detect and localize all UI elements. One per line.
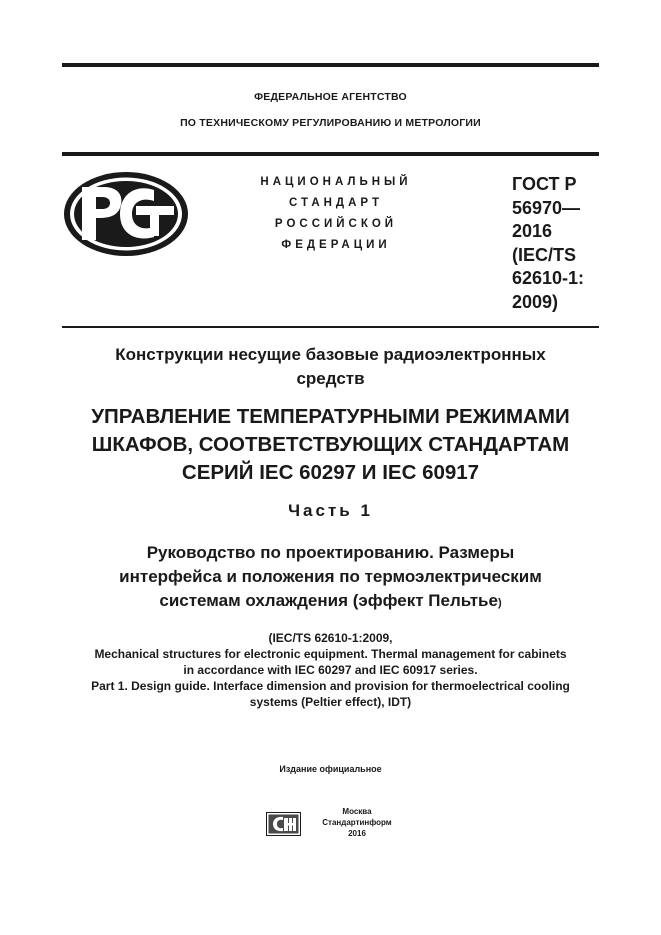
general-title-line-2: средств — [296, 369, 365, 388]
designation-line-5: 62610-1: — [512, 268, 585, 288]
english-title-line-3: in accordance with IEC 60297 and IEC 60917 series. — [183, 663, 478, 677]
main-title-line-3: СЕРИЙ IEC 60297 И IEC 60917 — [181, 461, 480, 484]
designation-line-2: 56970— — [512, 197, 581, 218]
subtitle-line-3-text: системам охлаждения (эффект Пельтье — [159, 591, 498, 610]
english-title-line-1: (IEC/TS 62610-1:2009, — [268, 631, 393, 645]
english-title-line-5: systems (Peltier effect), IDT) — [249, 695, 412, 709]
designation-line-1: ГОСТ Р — [512, 174, 577, 194]
publisher-name: Стандартинформ — [322, 818, 392, 827]
designation-line-4: (IEC/TS — [512, 244, 577, 265]
rst-certification-logo-icon — [62, 170, 190, 258]
subtitle-line-3-closing-paren: ) — [497, 597, 502, 609]
designation-line-6: 2009) — [512, 291, 559, 312]
general-title-line-1: Конструкции несущие базовые радиоэлектронных — [115, 345, 546, 364]
main-title-line-2: ШКАФОВ, СООТВЕТСТВУЮЩИХ СТАНДАРТАМ — [91, 433, 570, 456]
national-standard-line-2: СТАНДАРТ — [289, 197, 383, 209]
header-rule — [62, 152, 599, 156]
main-title-line-1: УПРАВЛЕНИЕ ТЕМПЕРАТУРНЫМИ РЕЖИМАМИ — [91, 405, 570, 428]
publisher-block — [314, 806, 400, 839]
subtitle-line-3 — [0, 589, 661, 615]
english-title-line-4: Part 1. Design guide. Interface dimension and provision for thermoelectrical cooling — [91, 679, 570, 693]
standard-designation — [512, 173, 602, 314]
publication-year: 2016 — [348, 829, 366, 838]
top-rule — [62, 63, 599, 67]
publisher-city: Москва — [342, 807, 372, 816]
agency-line-2: ПО ТЕХНИЧЕСКОМУ РЕГУЛИРОВАНИЮ И МЕТРОЛОГИИ — [180, 117, 481, 129]
national-standard-line-4: ФЕДЕРАЦИИ — [281, 239, 391, 251]
national-standard-block — [230, 172, 442, 256]
official-edition-label: Издание официальное — [279, 764, 382, 774]
national-standard-line-3: РОССИЙСКОЙ — [274, 218, 398, 230]
standartinform-logo-icon — [266, 812, 301, 836]
subtitle-line-1: Руководство по проектированию. Размеры — [146, 543, 515, 562]
designation-line-3: 2016 — [512, 221, 553, 241]
agency-line-1: ФЕДЕРАЛЬНОЕ АГЕНТСТВО — [254, 91, 407, 103]
english-title-line-2: Mechanical structures for electronic equipment. Thermal management for cabinets — [94, 647, 567, 661]
subtitle-line-2: интерфейса и положения по термоэлектрическим — [119, 567, 542, 586]
part-label: Часть 1 — [288, 501, 373, 520]
national-standard-line-1: НАЦИОНАЛЬНЫЙ — [260, 176, 412, 188]
title-rule — [62, 326, 599, 328]
